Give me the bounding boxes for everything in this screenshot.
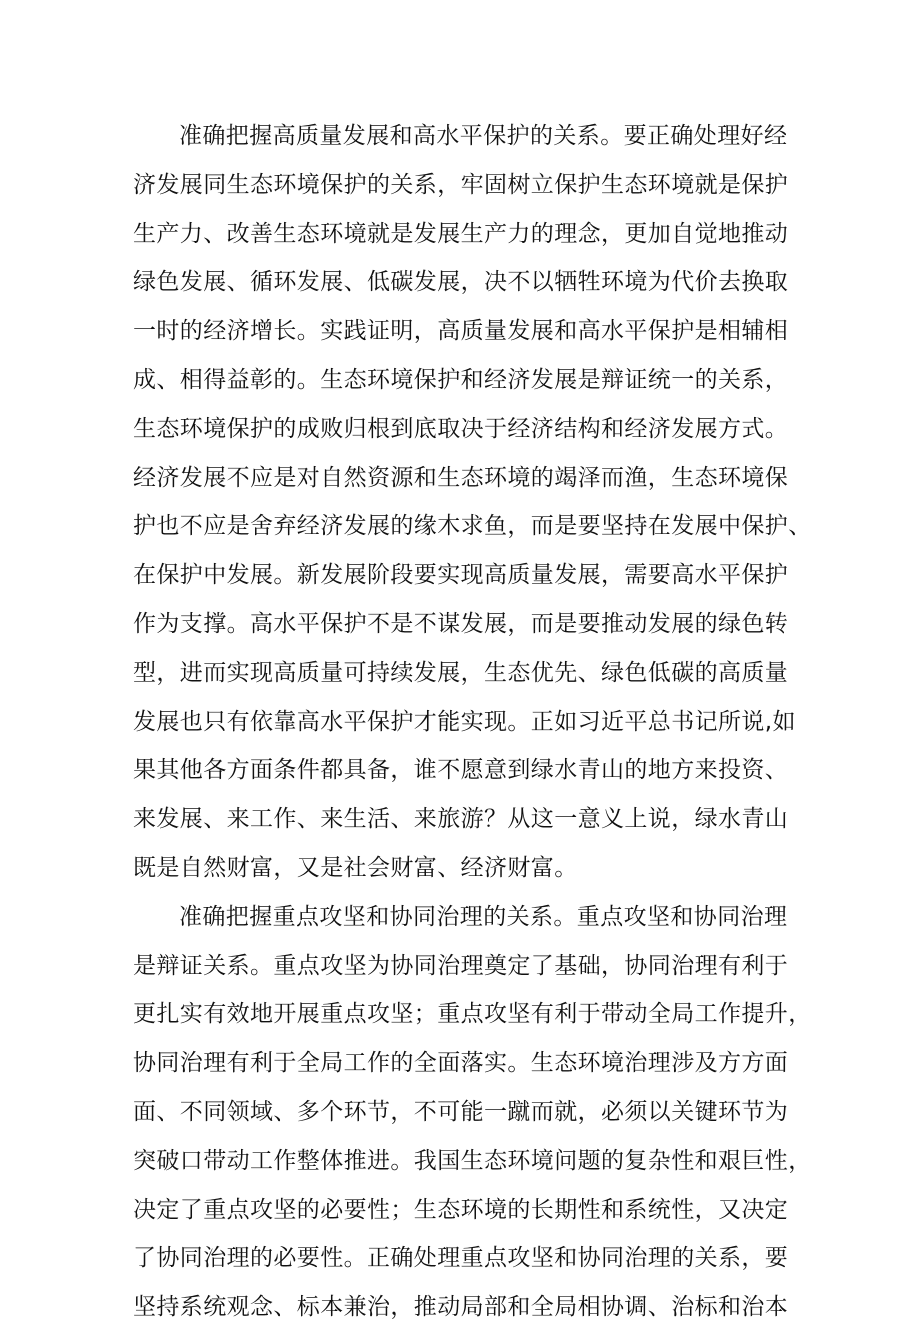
text-line: 经济发展不应是对自然资源和生态环境的竭泽而渔，生态环境保 [133, 464, 789, 491]
text-line: 决定了重点攻坚的必要性；生态环境的长期性和系统性，又决定 [133, 1196, 789, 1223]
text-line: 更扎实有效地开展重点攻坚；重点攻坚有利于带动全局工作提升， [133, 1001, 812, 1028]
text-line: 作为支撑。高水平保护不是不谋发展，而是要推动发展的绿色转 [133, 610, 789, 637]
text-line: 在保护中发展。新发展阶段要实现高质量发展，需要高水平保护 [133, 562, 789, 589]
text-line: 型，进而实现高质量可持续发展，生态优先、绿色低碳的高质量 [133, 659, 789, 686]
text-line: 协同治理有利于全局工作的全面落实。生态环境治理涉及方方面 [133, 1050, 789, 1077]
text-line: 绿色发展、循环发展、低碳发展，决不以牺牲环境为代价去换取 [133, 269, 789, 296]
text-line: 发展也只有依靠高水平保护才能实现。正如习近平总书记所说,如 [133, 708, 796, 735]
text-line: 护也不应是舍弃经济发展的缘木求鱼，而是要坚持在发展中保护、 [133, 513, 812, 540]
text-line: 果其他各方面条件都具备，谁不愿意到绿水青山的地方来投资、 [133, 757, 789, 784]
text-line: 面、不同领域、多个环节，不可能一蹴而就，必须以关键环节为 [133, 1098, 789, 1125]
paragraph-high-quality-development [133, 112, 812, 893]
text-line: 突破口带动工作整体推进。我国生态环境问题的复杂性和艰巨性， [133, 1147, 812, 1174]
text-line: 济发展同生态环境保护的关系，牢固树立保护生态环境就是保护 [133, 171, 789, 198]
text-line: 准确把握高质量发展和高水平保护的关系。要正确处理好经 [179, 123, 788, 149]
text-line: 了协同治理的必要性。正确处理重点攻坚和协同治理的关系，要 [133, 1245, 789, 1272]
text-line: 生态环境保护的成败归根到底取决于经济结构和经济发展方式。 [133, 415, 789, 442]
text-line: 来发展、来工作、来生活、来旅游？从这一意义上说，绿水青山 [133, 806, 789, 833]
text-line: 是辩证关系。重点攻坚为协同治理奠定了基础，协同治理有利于 [133, 952, 789, 979]
paragraph-key-tasks-coordinated-governance [133, 893, 812, 1332]
text-line: 准确把握重点攻坚和协同治理的关系。重点攻坚和协同治理 [179, 903, 788, 930]
text-line: 坚持系统观念、标本兼治，推动局部和全局相协调、治标和治本 [133, 1294, 789, 1321]
text-line: 一时的经济增长。实践证明，高质量发展和高水平保护是相辅相 [133, 318, 789, 345]
text-line: 既是自然财富，又是社会财富、经济财富。 [133, 854, 578, 881]
body-text [133, 112, 812, 1332]
text-line: 生产力、改善生态环境就是发展生产力的理念，更加自觉地推动 [133, 220, 789, 247]
text-line: 成、相得益彰的。生态环境保护和经济发展是辩证统一的关系， [133, 366, 789, 393]
